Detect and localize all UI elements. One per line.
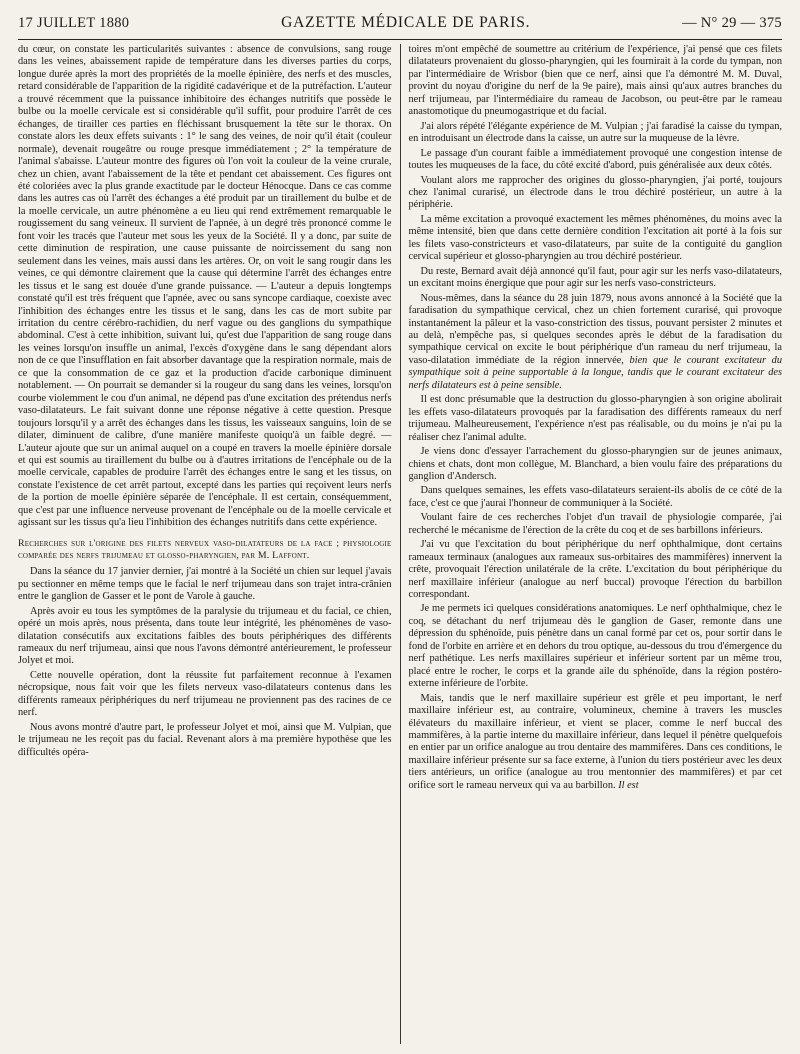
text-columns — [18, 44, 782, 1044]
paragraph: du cœur, on constate les particularités suivantes : absence de convulsions, sang rouge dans les veines, abaissement rapide de température dans les diverses parties du corps, longue durée après la mort des propriétés de la moelle épinière, des nerfs et des muscles, retard considérable de l'apparition de la rigidité cadavérique et de la putréfaction. L'auteur a trouvé récemment que la puissance inhibitoire des échanges nutritifs que possède le bulbe ou la moelle cervicale est si considérable qu'il suffit, pour produire l'arrêt de ces échanges, de tirailler ces parties en fléchissant brusquement la tête sur le thorax. On constate alors les deux effets suivants : 1° le sang des veines, de noir qu'il était (couleur normale), devenait rougeâtre ou rouge presque immédiatement ; 2° la température de l'animal s'abaisse. L'auteur montre des figures où l'on voit la couleur de la veine crurale, chez un chien, avant l'abaissement de la tête et pendant cet abaissement. Ces figures ont été coloriées avec la plus grande exactitude par le docteur Hénocque. Dans ce cas comme dans les autres cas où l'arrêt des échanges a été produit par un tiraillement du bulbe et de la moelle cervicale, un autre phénomène a eu lieu qui rend extrêmement remarquable le rougissement du sang veineux. Il survient de l'apnée, à un degré très prononcé comme le font voir les tracés que l'auteur met sous les yeux de la Société. Il y a donc, par suite de cette diminution de respiration, une cause puissante de noircissement du sang non seulement dans les veines, mais aussi dans les artères. Or, on voit le sang rougir dans les veines, ce qui démontre clairement que la cause qui détermine l'arrêt des échanges entre les tissus et le sang est douée d'une grande puissance. — L'auteur a depuis longtemps constaté qu'il est très fréquent que l'apnée, avec ou sans syncope cardiaque, coexiste avec l'inhibition des échanges entre les tissus et le sang, dans les cas de mort subite par irritation du centre cérébro-rachidien, du nerf vague ou des ganglions du sympathique abdominal. C'est à cette inhibition, suivant lui, qu'est due l'apparition de sang rouge dans les veines lorsqu'on insuffle un animal, l'excès d'oxygène dans le sang dépendant alors non de ce que l'insufflation en fait absorber davantage que la respiration normale, mais de ce que la consommation de ce gaz et la production d'acide carbonique diminuent notablement. — On pourrait se demander si la rougeur du sang dans les veines, lorsqu'on courbe violemment le cou d'un animal, ne dépend pas d'une excitation des prétendus nerfs vaso-dilatateurs. Le fait suivant donne une réponse négative à cette question. Presque toujours lorsqu'il y a arrêt des échanges dans les tissus, les vaisseaux sanguins, loin de se dilater, diminuent de calibre, d'une manière manifeste quoiqu'à un faible degré. — L'auteur ajoute que sur un animal auquel on a coupé en travers la moelle épinière dorsale et qui est soumis au tiraillement du bulbe ou à d'autres irritations de l'encéphale ou de la moelle cervicale, capables de produire l'arrêt des échanges entre le sang et les tissus, on constate l'existence de cet arrêt partout, excepté dans les parties qui reçoivent leurs nerfs de la portion de moelle épinière séparée de l'encéphale. Il est certain, conséquemment, que c'est par une influence nerveuse provenant de l'encéphale ou de la moelle cervicale et agissant sur les tissus qu'a lieu l'inhibition des échanges nutritifs dans cette expérience. — [18, 44, 392, 529]
left-column — [18, 44, 400, 1044]
paragraph: Je me permets ici quelques considérations anatomiques. Le nerf ophthalmique, chez le coq, se détachant du nerf trijumeau dès le ganglion de Gaser, remonte dans une dépression du sphénoïde, puis pénètre dans un canal formé par cet os, pour sortir dans le fond de l'orbite en arrière et en dehors du trou optique, au-dessous du trou d'émergence du nerf pathétique. Les nerfs maxillaires supérieur et inférieur sortent par un même trou, placé entre le rocher, le corps et la grande aile du sphénoïde, dans la région postéro-externe inférieure de l'orbite. — [408, 603, 782, 690]
section-heading-author: par M. Laffont. — [241, 549, 310, 561]
paragraph: toires m'ont empêché de soumettre au critérium de l'expérience, j'ai pensé que ces filets dilatateurs provenaient du glosso-pharyngien, qui les fournirait à la corde du tympan, non par l'intermédiaire de Wrisbor (bien que ce nerf, ainsi que l'a démontré M. M. Duval, provint du noyau d'origine du nerf de la 9e paire), mais ainsi qu'aux autres branches du nerf trijumeau, par l'intermédiaire du rameau de Jacobson, ou peut-être par le rameau anastomotique du pneumogastrique et du facial. — [408, 44, 782, 118]
section-heading-title: Recherches sur l'origine des filets nerveux vaso-dilatateurs de la face ; physiologie comparée des nerfs trijumeau et glosso-pharyngien, — [18, 537, 392, 561]
paragraph-text: Nous-mêmes, dans la séance du 28 juin 1879, nous avons annoncé à la Société que la faradisation du sympathique cervical, chez un chien fortement curarisé, qui provoque instantanément la pâleur et la vaso-constriction des tissus, pouvant persister 2 minutes et au delà, n'empêche pas, si quelques secondes après le début de la faradisation du sympathique cervical on excite le bout périphérique d'un rameau du nerf trijumeau, la vaso-dilatation immédiate de la région innervée, — [408, 292, 782, 366]
paragraph: Nous avons montré d'autre part, le professeur Jolyet et moi, ainsi que M. Vulpian, que le trijumeau ne les reçoit pas du facial. Revenant alors à ma première hypothèse que les difficultés opéra- — [18, 721, 392, 758]
journal-title: GAZETTE MÉDICALE DE PARIS. — [281, 14, 531, 31]
header-date: 17 JUILLET 1880 — [18, 15, 130, 31]
paragraph: J'ai vu que l'excitation du bout périphérique du nerf ophthalmique, dont certains rameaux terminaux (analogues aux rameaux sus-orbitaires des mammifères) innervent la crête, provoquait l'érection unilatérale de la crête. L'excitation du bout périphérique du nerf maxillaire inférieur (analogue au nerf buccal) provoque l'érection du barbillon correspondant. — [408, 539, 782, 601]
italic-text: Il est — [618, 779, 639, 791]
paragraph: Voulant alors me rapprocher des origines du glosso-pharyngien, j'ai porté, toujours chez l'animal curarisé, un électrode dans le trou déchiré postérieur, un autre à la périphérie. — [408, 174, 782, 211]
section-heading — [18, 538, 392, 563]
paragraph: J'ai alors répété l'élégante expérience de M. Vulpian ; j'ai faradisé la caisse du tympan, en introduisant un électrode dans la caisse, un autre sur la muqueuse de la lèvre. — [408, 120, 782, 145]
paragraph: Du reste, Bernard avait déjà annoncé qu'il faut, pour agir sur les nerfs vaso-dilatateurs, un excitant moins énergique que pour agir sur les nerfs vaso-constricteurs. — [408, 265, 782, 290]
paragraph: Le passage d'un courant faible a immédiatement provoqué une congestion intense de toutes les muqueuses de la face, du côté excité d'abord, puis généralisée aux deux côtés. — [408, 147, 782, 172]
paragraph-text: Mais, tandis que le nerf maxillaire supérieur est grêle et peu important, le nerf maxillaire inférieur est, au contraire, volumineux, chemine à travers les muscles élévateurs du maxillaire inférieur, et vient se placer, comme le nerf buccal des mammifères, à la partie interne du maxillaire inférieur, dans lequel il pénètre quelquefois en entier par un orifice analogue au trou dentaire des mammifères. Dans ces conditions, le maxillaire inférieur présente sur sa face externe, à l'union du tiers postérieur avec les deux tiers antérieurs, un orifice (analogue au trou mentonnier des mammifères) et par cet orifice sort le rameau nerveux qui va au barbillon. — [408, 692, 782, 791]
paragraph: Il est donc présumable que la destruction du glosso-pharyngien à son origine abolirait les effets vaso-dilatateurs provoqués par la faradisation des différents rameaux du nerf trijumeau. Malheureusement, l'expérience n'est pas réalisable, ou du moins je n'ai pu la réaliser chez l'animal adulte. — [408, 394, 782, 443]
paragraph — [409, 293, 783, 393]
paragraph: Voulant faire de ces recherches l'objet d'un travail de physiologie comparée, j'ai recherché le mécanisme de l'érection de la crête du coq et de ses barbillons inférieurs. — [408, 512, 782, 536]
paragraph: Après avoir eu tous les symptômes de la paralysie du trijumeau et du facial, ce chien, opéré un mois après, nous présenta, dans toute leur intégrité, les phénomènes de vaso-dilatation consécutifs aux excitations faibles des bouts périphériques des différents rameaux du nerf trijumeau, ainsi que nous l'avons démontré antérieurement, le professeur Jolyet et moi. — [18, 605, 392, 667]
paragraph: Cette nouvelle opération, dont la réussite fut parfaitement reconnue à l'examen nécropsique, nous fait voir que les filets nerveux vaso-dilatateurs contenus dans les différents rameaux périphériques du nerf trijumeau ne proviennent pas des racines de ce nerf. — [18, 669, 392, 719]
italic-text: bien que le courant excitateur du sympathique soit à peine supportable à la longue, tandis que le courant excitateur des nerfs dilatateurs est à peine sensible. — [408, 354, 782, 391]
paragraph: Je viens donc d'essayer l'arrachement du glosso-pharyngien sur de jeunes animaux, chiens et chats, dont mon collègue, M. Blanchard, a bien voulu faire des préparations du ganglion d'Andersch. — [408, 446, 782, 482]
paragraph: Dans quelques semaines, les effets vaso-dilatateurs seraient-ils abolis de ce côté de la face, c'est ce que j'aurai l'honneur de communiquer à la Société. — [408, 485, 782, 509]
paragraph: Dans la séance du 17 janvier dernier, j'ai montré à la Société un chien sur lequel j'avais pu sectionner en même temps que le facial le nerf trijumeau dans son trajet intra-crânien entre le ganglion de Gasser et le pont de Varole à gauche. — [18, 566, 392, 603]
paragraph — [409, 693, 783, 793]
page-number: — N° 29 — 375 — [682, 15, 782, 31]
page-header — [18, 14, 782, 36]
right-column — [400, 44, 783, 1044]
paragraph: La même excitation a provoqué exactement les mêmes phénomènes, du moins avec la même intensité, bien que dans cette dernière condition l'excitation ait porté à la fois sur les filets vaso-constricteurs et vaso-dilatateurs, par suite de la contiguité du ganglion cervical supérieur et glosso-pharyngien au trou déchiré postérieur. — [408, 213, 782, 263]
header-rule — [18, 39, 782, 40]
